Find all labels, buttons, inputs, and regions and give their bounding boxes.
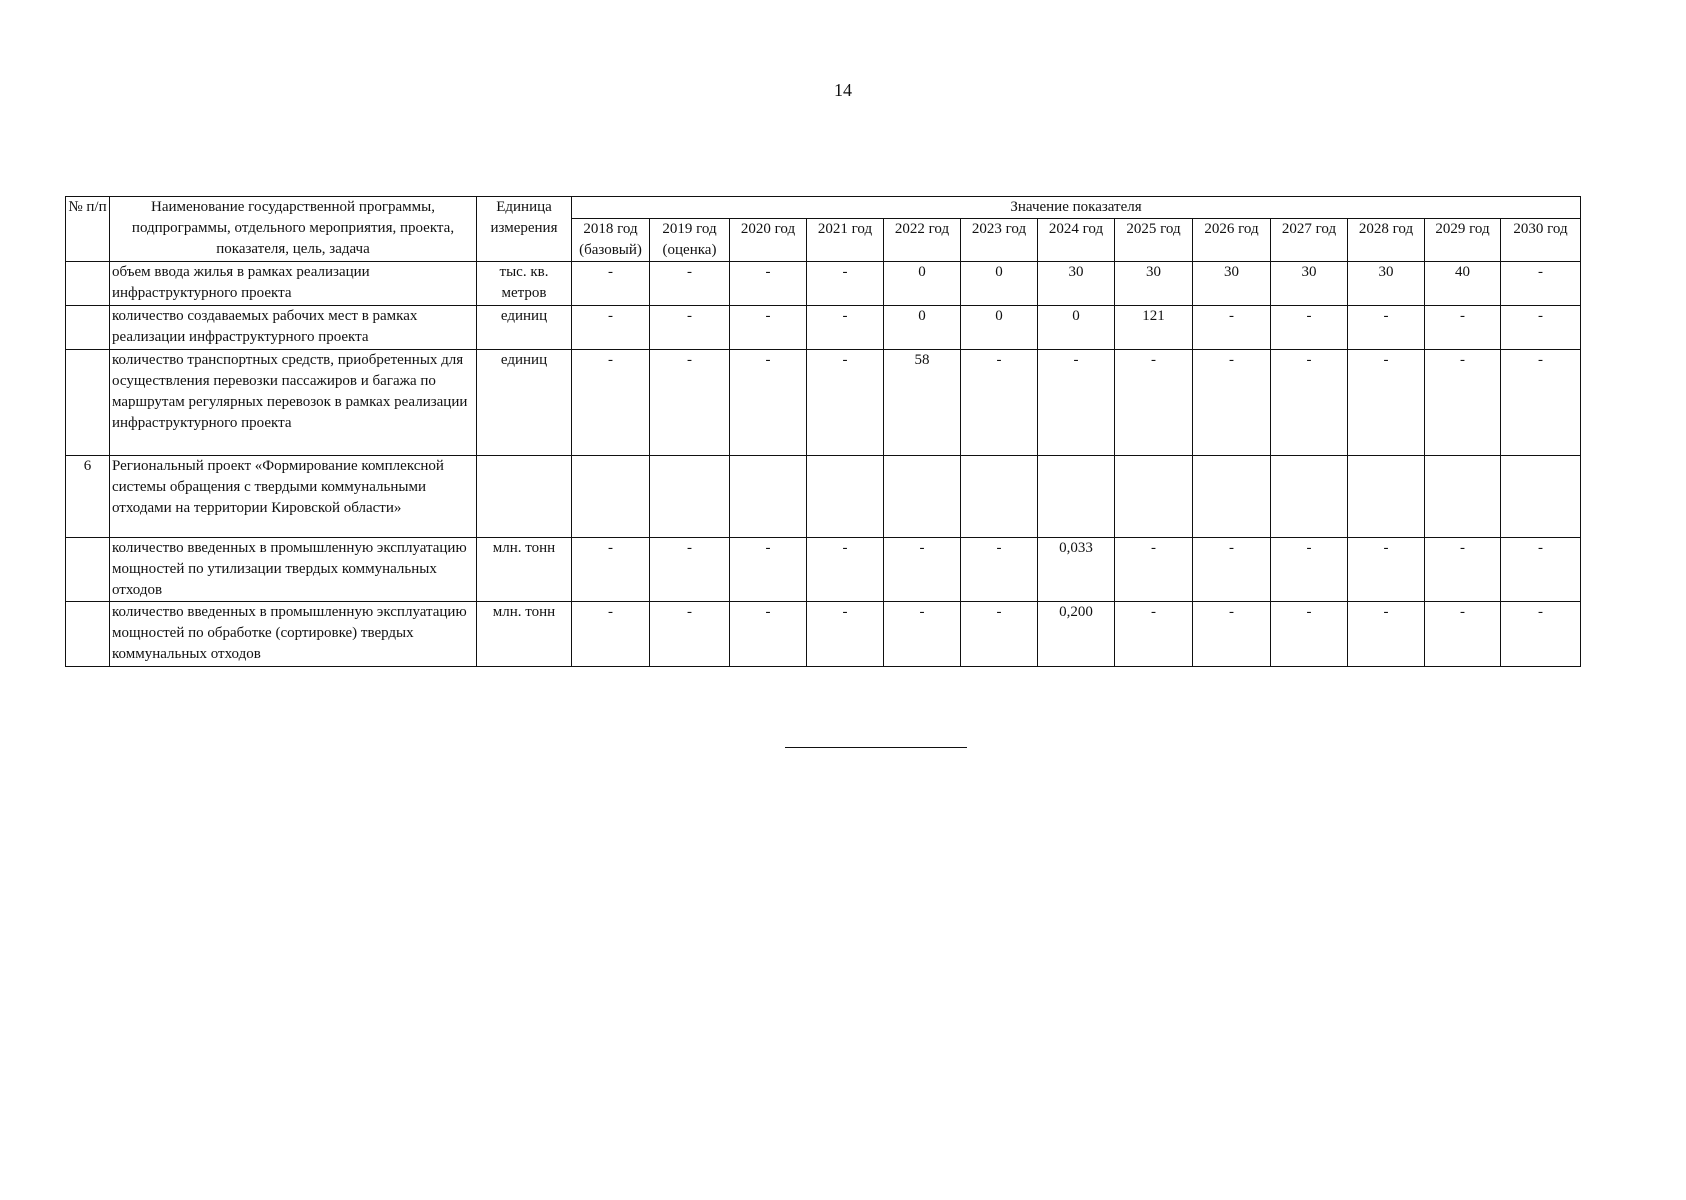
header-name: Наименование государственной программы, подпрограммы, отдельного мероприятия, проекта, показателя, цель, задача <box>110 197 477 262</box>
row-value: - <box>884 602 961 667</box>
row-unit: тыс. кв. метров <box>477 262 572 306</box>
row-value: - <box>1425 306 1501 350</box>
row-value <box>1193 456 1271 538</box>
row-unit: единиц <box>477 306 572 350</box>
table-row <box>66 456 1581 538</box>
row-value: - <box>1425 538 1501 602</box>
row-value <box>1348 456 1425 538</box>
row-value: 40 <box>1425 262 1501 306</box>
row-value: - <box>1115 350 1193 456</box>
row-value <box>572 456 650 538</box>
row-number <box>66 262 110 306</box>
row-value <box>1115 456 1193 538</box>
row-name: количество введенных в промышленную эксплуатацию мощностей по утилизации твердых коммунальных отходов <box>110 538 477 602</box>
row-value: 30 <box>1193 262 1271 306</box>
row-value <box>884 456 961 538</box>
header-year: 2027 год <box>1271 219 1348 262</box>
row-value: - <box>1348 538 1425 602</box>
row-value: - <box>1193 350 1271 456</box>
row-value: 0,033 <box>1038 538 1115 602</box>
row-value <box>1501 456 1581 538</box>
row-value: - <box>1348 350 1425 456</box>
row-value: - <box>572 602 650 667</box>
header-year: 2022 год <box>884 219 961 262</box>
row-value: - <box>1425 602 1501 667</box>
row-value: 30 <box>1348 262 1425 306</box>
row-value: 0 <box>884 306 961 350</box>
row-number <box>66 538 110 602</box>
row-value: - <box>572 306 650 350</box>
row-value: - <box>1425 350 1501 456</box>
row-value: - <box>1193 306 1271 350</box>
row-value: - <box>572 538 650 602</box>
row-value: - <box>1115 602 1193 667</box>
header-year: 2021 год <box>807 219 884 262</box>
row-name: количество транспортных средств, приобретенных для осуществления перевозки пассажиров и багажа по маршрутам регулярных перевозок в рамках реализации инфраструктурного проекта <box>110 350 477 456</box>
row-value <box>1038 456 1115 538</box>
header-year: 2020 год <box>730 219 807 262</box>
row-name: количество создаваемых рабочих мест в рамках реализации инфраструктурного проекта <box>110 306 477 350</box>
row-value: - <box>650 602 730 667</box>
row-value: 0 <box>1038 306 1115 350</box>
header-num: № п/п <box>66 197 110 262</box>
header-year: 2025 год <box>1115 219 1193 262</box>
header-year: 2018 год (базовый) <box>572 219 650 262</box>
row-value: - <box>730 306 807 350</box>
row-value <box>730 456 807 538</box>
row-value: - <box>730 350 807 456</box>
row-value: - <box>807 262 884 306</box>
row-value: - <box>650 350 730 456</box>
header-year: 2029 год <box>1425 219 1501 262</box>
row-value: - <box>1501 538 1581 602</box>
row-value: - <box>807 538 884 602</box>
row-value: 30 <box>1271 262 1348 306</box>
row-value: - <box>572 262 650 306</box>
row-value: - <box>730 602 807 667</box>
header-year: 2030 год <box>1501 219 1581 262</box>
header-year: 2019 год (оценка) <box>650 219 730 262</box>
page-number: 14 <box>834 80 852 100</box>
row-value: - <box>1115 538 1193 602</box>
row-value: - <box>572 350 650 456</box>
row-value: - <box>1501 602 1581 667</box>
row-value: 121 <box>1115 306 1193 350</box>
row-value: - <box>1271 350 1348 456</box>
row-name: количество введенных в промышленную эксплуатацию мощностей по обработке (сортировке) твердых коммунальных отходов <box>110 602 477 667</box>
row-unit <box>477 456 572 538</box>
header-unit: Единица измерения <box>477 197 572 262</box>
row-value: - <box>807 306 884 350</box>
header-value-group: Значение показателя <box>572 197 1581 219</box>
row-value: - <box>961 350 1038 456</box>
row-value: - <box>1193 602 1271 667</box>
row-value: - <box>650 262 730 306</box>
row-value: - <box>1271 602 1348 667</box>
row-value: 30 <box>1115 262 1193 306</box>
row-value <box>961 456 1038 538</box>
row-value: - <box>1348 602 1425 667</box>
table-row <box>66 538 1581 602</box>
row-value <box>650 456 730 538</box>
row-value: 0 <box>884 262 961 306</box>
indicator-table <box>65 196 1581 667</box>
row-value: - <box>961 602 1038 667</box>
row-value <box>1271 456 1348 538</box>
row-value: - <box>730 538 807 602</box>
header-year: 2023 год <box>961 219 1038 262</box>
row-value: - <box>884 538 961 602</box>
row-value: 30 <box>1038 262 1115 306</box>
row-value: - <box>650 538 730 602</box>
table-header-row <box>66 197 1581 219</box>
row-unit: единиц <box>477 350 572 456</box>
row-value: 0 <box>961 306 1038 350</box>
table-row <box>66 602 1581 667</box>
row-value: - <box>1271 538 1348 602</box>
row-unit: млн. тонн <box>477 602 572 667</box>
row-value: - <box>807 350 884 456</box>
row-unit: млн. тонн <box>477 538 572 602</box>
row-value: - <box>1501 350 1581 456</box>
row-value: - <box>1271 306 1348 350</box>
row-value: 0 <box>961 262 1038 306</box>
row-value: - <box>650 306 730 350</box>
row-number <box>66 350 110 456</box>
row-value: - <box>1501 262 1581 306</box>
header-year: 2026 год <box>1193 219 1271 262</box>
header-year: 2024 год <box>1038 219 1115 262</box>
row-value <box>807 456 884 538</box>
table-row <box>66 306 1581 350</box>
header-year: 2028 год <box>1348 219 1425 262</box>
row-value: - <box>1501 306 1581 350</box>
table-row <box>66 350 1581 456</box>
row-name: Региональный проект «Формирование комплексной системы обращения с твердыми коммунальными отходами на территории Кировской области» <box>110 456 477 538</box>
row-value: 0,200 <box>1038 602 1115 667</box>
row-number <box>66 306 110 350</box>
row-value: - <box>1193 538 1271 602</box>
row-value: - <box>730 262 807 306</box>
row-value: - <box>1348 306 1425 350</box>
row-value: 58 <box>884 350 961 456</box>
row-number: 6 <box>66 456 110 538</box>
row-value: - <box>1038 350 1115 456</box>
table-body <box>66 262 1581 667</box>
row-value: - <box>961 538 1038 602</box>
table-row <box>66 262 1581 306</box>
row-number <box>66 602 110 667</box>
row-value <box>1425 456 1501 538</box>
bottom-rule <box>785 747 967 748</box>
row-value: - <box>807 602 884 667</box>
row-name: объем ввода жилья в рамках реализации инфраструктурного проекта <box>110 262 477 306</box>
